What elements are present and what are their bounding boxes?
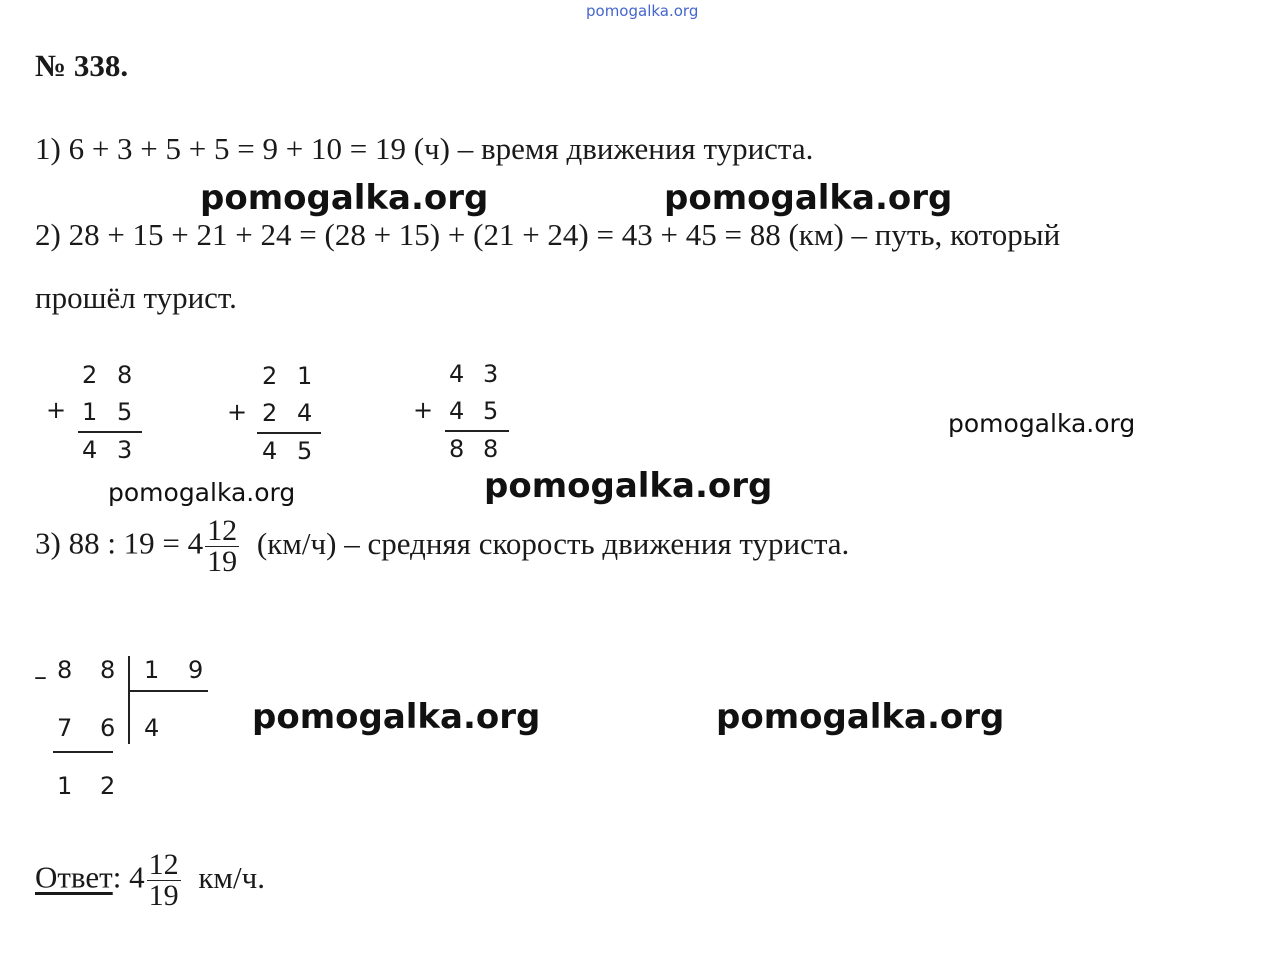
col2-op: + xyxy=(227,398,248,426)
div-sub-ones: 6 xyxy=(100,714,116,742)
col1-sum-tens: 4 xyxy=(82,436,98,464)
watermark-5: pomogalka.org xyxy=(484,466,773,506)
top-watermark: pomogalka.org xyxy=(586,2,699,20)
col2-a-tens: 2 xyxy=(262,362,278,390)
watermark-2: pomogalka.org xyxy=(664,178,953,218)
col3-op: + xyxy=(413,396,434,424)
answer xyxy=(35,850,265,911)
div-divisor-ones: 9 xyxy=(188,656,204,684)
div-dividend-tens: 8 xyxy=(57,656,73,684)
col1-op: + xyxy=(46,396,67,424)
div-minus: – xyxy=(34,662,47,692)
step-3 xyxy=(35,516,849,577)
col2-a-ones: 1 xyxy=(297,362,313,390)
watermark-6: pomogalka.org xyxy=(252,697,541,737)
col1-a-ones: 8 xyxy=(117,361,133,389)
answer-fraction-den: 19 xyxy=(148,879,179,912)
step-3-fraction-num: 12 xyxy=(207,514,238,547)
div-divisor-tens: 1 xyxy=(144,656,160,684)
div-rem-ones: 2 xyxy=(100,772,116,800)
col2-b-tens: 2 xyxy=(262,399,278,427)
step-3-prefix: 3) 88 : 19 = 4 xyxy=(35,525,204,561)
div-divisor-rule xyxy=(128,690,208,692)
watermark-4: pomogalka.org xyxy=(108,478,296,507)
col3-b-ones: 5 xyxy=(483,397,499,425)
div-dividend-ones: 8 xyxy=(100,656,116,684)
div-sub-rule xyxy=(53,751,113,753)
col2-b-ones: 4 xyxy=(297,399,313,427)
col1-b-ones: 5 xyxy=(117,398,133,426)
col1-a-tens: 2 xyxy=(82,361,98,389)
step-2-line-2: прошёл турист. xyxy=(35,280,237,315)
col1-b-tens: 1 xyxy=(82,398,98,426)
step-3-suffix: (км/ч) – средняя скорость движения туриста. xyxy=(256,525,850,561)
col3-sum-tens: 8 xyxy=(449,435,465,463)
col2-rule xyxy=(257,432,321,434)
watermark-1: pomogalka.org xyxy=(200,178,489,218)
step-1-text: 1) 6 + 3 + 5 + 5 = 9 + 10 = 19 (ч) – время движения туриста. xyxy=(35,131,814,166)
step-2-line-1: 2) 28 + 15 + 21 + 24 = (28 + 15) + (21 + 24) = 43 + 45 = 88 (км) – путь, который xyxy=(35,217,1061,252)
watermark-7: pomogalka.org xyxy=(716,697,1005,737)
div-quotient: 4 xyxy=(144,714,160,742)
col1-sum-ones: 3 xyxy=(117,436,133,464)
col2-sum-ones: 5 xyxy=(297,437,313,465)
col2-sum-tens: 4 xyxy=(262,437,278,465)
answer-fraction xyxy=(147,850,181,911)
step-3-fraction xyxy=(205,516,239,577)
col3-sum-ones: 8 xyxy=(483,435,499,463)
step-3-fraction-den: 19 xyxy=(207,545,238,578)
col1-rule xyxy=(78,431,142,433)
div-sub-tens: 7 xyxy=(57,714,73,742)
answer-unit: км/ч. xyxy=(198,859,265,895)
col3-rule xyxy=(445,430,509,432)
answer-whole: 4 xyxy=(129,859,145,895)
answer-colon: : xyxy=(112,859,122,895)
col3-b-tens: 4 xyxy=(449,397,465,425)
watermark-3: pomogalka.org xyxy=(948,409,1136,438)
problem-number: № 338. xyxy=(35,48,129,83)
col3-a-ones: 3 xyxy=(483,360,499,388)
col3-a-tens: 4 xyxy=(449,360,465,388)
answer-fraction-num: 12 xyxy=(148,848,179,881)
div-vertical-bar xyxy=(128,656,130,744)
div-rem-tens: 1 xyxy=(57,772,73,800)
answer-label: Ответ xyxy=(35,859,113,895)
